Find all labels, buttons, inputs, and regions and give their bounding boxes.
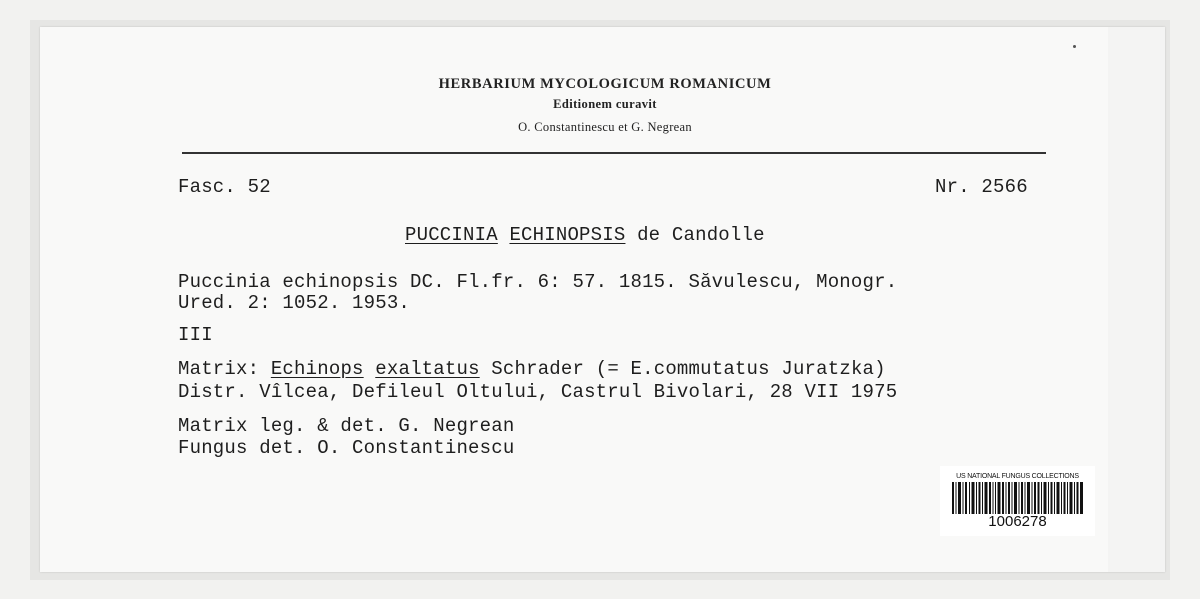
specimen-number: Nr. 2566 — [935, 176, 1028, 198]
species-genus: PUCCINIA — [405, 224, 498, 246]
distribution-line: Distr. Vîlcea, Defileul Oltului, Castrul Bivolari, 28 VII 1975 — [178, 381, 898, 403]
fascicle-number: Fasc. 52 — [178, 176, 271, 198]
speck — [1073, 45, 1076, 48]
species-epithet: ECHINOPSIS — [509, 224, 626, 246]
citation-line-2: Ured. 2: 1052. 1953. — [178, 292, 411, 314]
header-divider — [182, 152, 1046, 154]
barcode-title: US NATIONAL FUNGUS COLLECTIONS — [956, 473, 1079, 480]
barcode-bars — [952, 482, 1083, 514]
matrix-epithet: exaltatus — [375, 358, 480, 380]
header-subtitle: Editionem curavit — [553, 97, 657, 111]
spore-stage: III — [178, 324, 213, 346]
matrix-rest: Schrader (= E.commutatus Juratzka) — [491, 358, 886, 380]
barcode-number: 1006278 — [988, 513, 1047, 530]
matrix-prefix: Matrix: — [178, 358, 260, 380]
collector-line: Matrix leg. & det. G. Negrean — [178, 415, 515, 437]
matrix-genus: Echinops — [270, 358, 364, 380]
citation-line-1: Puccinia echinopsis DC. Fl.fr. 6: 57. 1815. Săvulescu, Monogr. — [178, 271, 898, 293]
header-editors: O. Constantinescu et G. Negrean — [518, 120, 692, 134]
matrix-line — [178, 358, 886, 380]
species-name — [405, 224, 765, 246]
header-title: HERBARIUM MYCOLOGICUM ROMANICUM — [438, 76, 772, 92]
fungus-det-line: Fungus det. O. Constantinescu — [178, 437, 515, 459]
barcode-sticker — [940, 466, 1095, 536]
species-author: de Candolle — [637, 224, 765, 246]
